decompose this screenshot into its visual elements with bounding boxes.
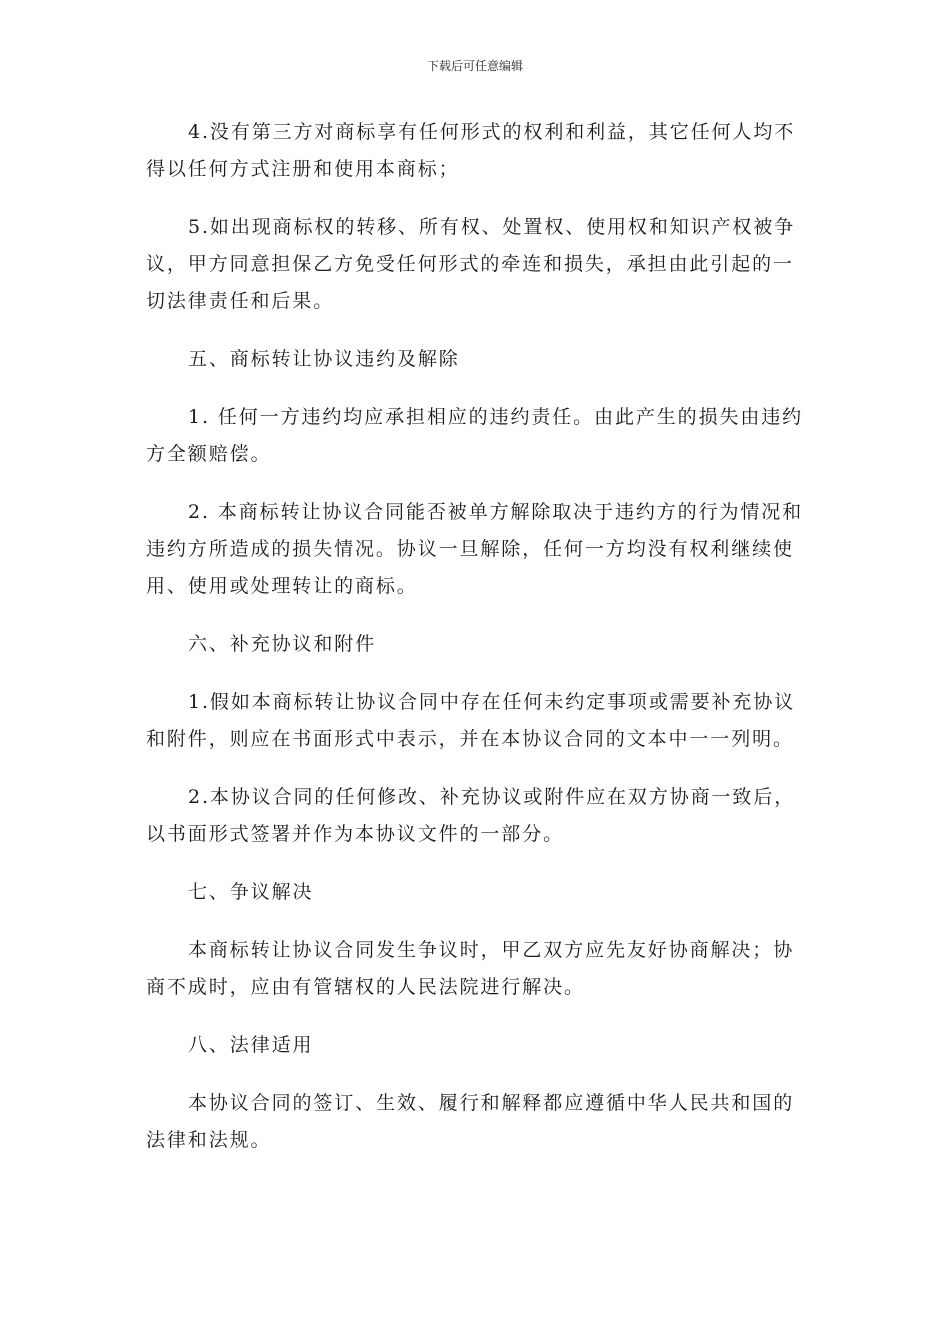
- clause-6-2: 2.本协议合同的任何修改、补充协议或附件应在双方协商一致后，以书面形式签署并作为本协议文件的一部分。: [146, 786, 796, 845]
- section-heading-7: 七、争议解决: [188, 881, 314, 903]
- section-heading-5: 五、商标转让协议违约及解除: [188, 348, 460, 370]
- clause-6-1: 1.假如本商标转让协议合同中存在任何未约定事项或需要补充协议和附件，则应在书面形式中表示，并在本协议合同的文本中一一列明。: [146, 691, 796, 750]
- page-header: 下载后可任意编辑: [426, 59, 523, 73]
- document-body: [146, 114, 806, 1180]
- clause-5-1: 1. 任何一方违约均应承担相应的违约责任。由此产生的损失由违约方全额赔偿。: [146, 406, 804, 465]
- clause-7-text: 本商标转让协议合同发生争议时，甲乙双方应先友好协商解决；协商不成时，应由有管辖权的人民法院进行解决。: [146, 939, 795, 998]
- section-heading-6: 六、补充协议和附件: [188, 633, 377, 655]
- clause-5-2: 2. 本商标转让协议合同能否被单方解除取决于违约方的行为情况和违约方所造成的损失情况。协议一旦解除，任何一方均没有权利继续使用、使用或处理转让的商标。: [146, 501, 804, 597]
- clause-4-5: 5.如出现商标权的转移、所有权、处置权、使用权和知识产权被争议，甲方同意担保乙方免受任何形式的牵连和损失，承担由此引起的一切法律责任和后果。: [146, 216, 796, 312]
- clause-8-text: 本协议合同的签订、生效、履行和解释都应遵循中华人民共和国的法律和法规。: [146, 1092, 795, 1151]
- section-heading-8: 八、法律适用: [188, 1034, 314, 1056]
- clause-4-4: 4.没有第三方对商标享有任何形式的权利和利益，其它任何人均不得以任何方式注册和使用本商标；: [146, 121, 796, 180]
